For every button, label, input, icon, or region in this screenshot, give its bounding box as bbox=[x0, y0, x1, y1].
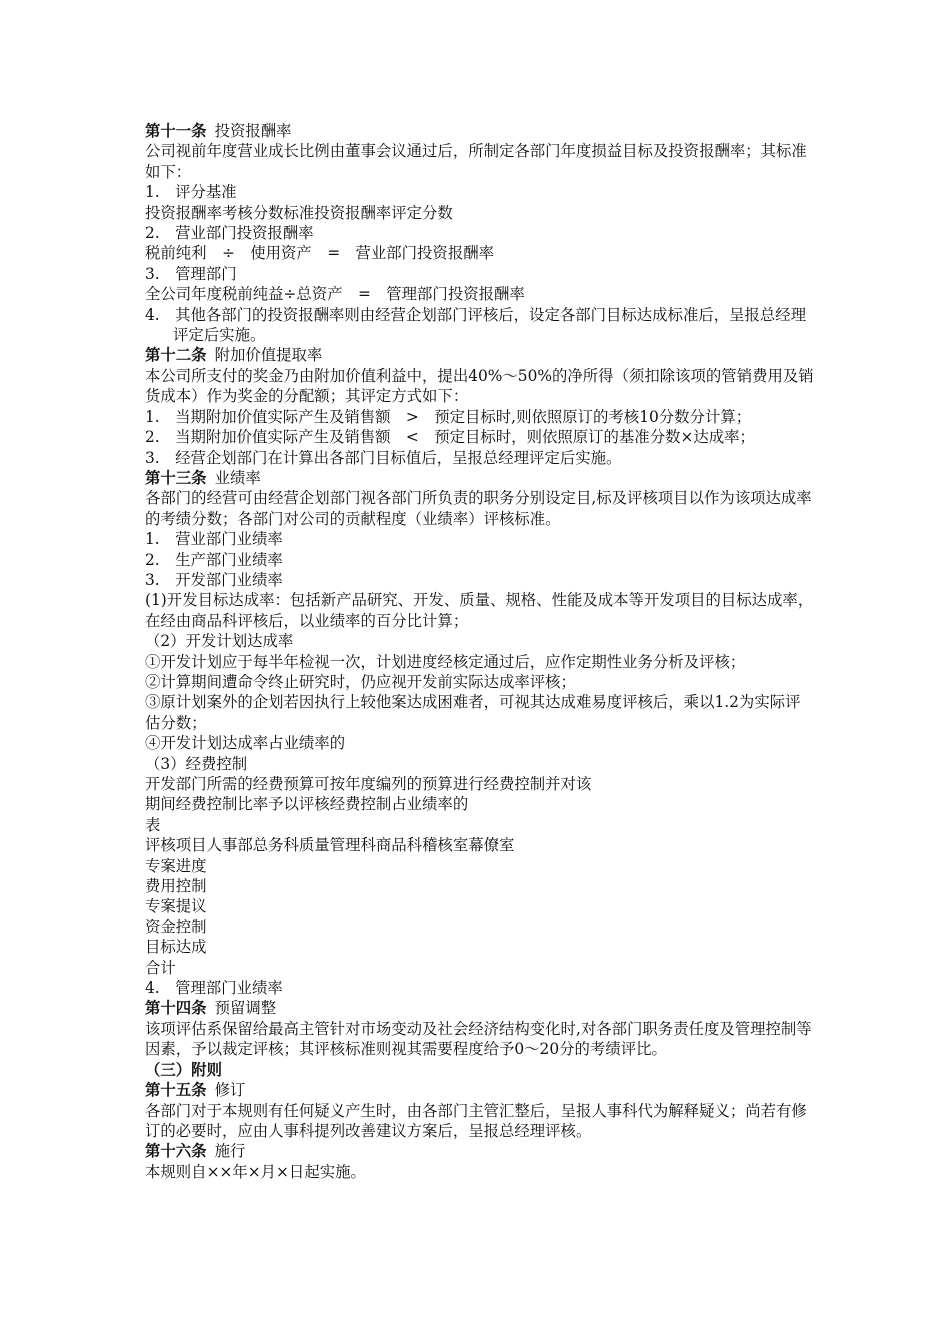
table-row: 合计 bbox=[145, 958, 176, 977]
article-14-number: 第十四条 bbox=[145, 999, 207, 1018]
article-11-title: 投资报酬率 bbox=[214, 122, 292, 140]
article-12-intro: 本公司所支付的奖金乃由附加价值利益中，提出40%～50%的净所得（须扣除该项的管销费用及销货成本）作为奖金的分配额；其评定方式如下： bbox=[145, 366, 814, 406]
article-13-clause-1: ①开发计划应于每半年检视一次，计划进度经核定通过后，应作定期性业务分析及评核； bbox=[145, 652, 746, 671]
table-row: 专案进度 bbox=[145, 856, 207, 875]
article-13-sub-3-line-1: 开发部门所需的经费预算可按年度编列的预算进行经费控制并对该 bbox=[145, 775, 592, 793]
section-3-title: （三）附则 bbox=[145, 1060, 222, 1079]
article-11-item-3: 3. 管理部门 bbox=[145, 264, 237, 283]
article-11-item-1: 1. 评分基准 bbox=[145, 183, 237, 202]
table-row: 资金控制 bbox=[145, 917, 207, 936]
article-11-number: 第十一条 bbox=[145, 122, 207, 140]
article-13-clause-2: ②计算期间遭命令终止研究时，仍应视开发前实际达成率评核； bbox=[145, 672, 576, 691]
article-15-heading bbox=[145, 1080, 815, 1100]
table-row: 目标达成 bbox=[145, 938, 207, 957]
article-12-item-1: 1. 当期附加价值实际产生及销售额 > 预定目标时,则依照原订的考核10分数分计算； bbox=[145, 407, 752, 426]
article-16-number: 第十六条 bbox=[145, 1142, 207, 1161]
table-row: 费用控制 bbox=[145, 877, 207, 896]
article-12-title: 附加价值提取率 bbox=[214, 346, 323, 365]
article-12-heading bbox=[145, 345, 815, 365]
article-13-item-4: 4. 管理部门业绩率 bbox=[145, 979, 283, 998]
article-12-item-3: 3. 经营企划部门在计算出各部门目标值后，呈报总经理评定后实施。 bbox=[145, 448, 622, 467]
article-13-clause-3: ③原计划案外的企划若因执行上较他案达成困难者，可视其达成难易度评核后，乘以1.2为实际评估分数； bbox=[145, 693, 801, 732]
article-11-item-1-text: 投资报酬率考核分数标准投资报酬率评定分数 bbox=[145, 203, 453, 222]
article-13-sub-3-line-2: 期间经费控制比率予以评核经费控制占业绩率的 bbox=[145, 795, 469, 814]
article-13-sub-1: (1)开发目标达成率：包括新产品研究、开发、质量、规格、性能及成本等开发项目的目标达成率，在经由商品科评核后，以业绩率的百分比计算； bbox=[145, 591, 814, 630]
article-11-heading bbox=[145, 121, 815, 141]
article-13-item-3: 3. 开发部门业绩率 bbox=[145, 570, 283, 589]
article-12-item-2: 2. 当期附加价值实际产生及销售额 < 预定目标时，则依照原订的基准分数×达成率； bbox=[145, 428, 755, 447]
article-13-clause-4: ④开发计划达成率占业绩率的 bbox=[145, 734, 346, 753]
article-13-number: 第十三条 bbox=[145, 468, 207, 487]
article-13-item-1: 1. 营业部门业绩率 bbox=[145, 530, 283, 549]
article-14-title: 预留调整 bbox=[214, 999, 277, 1018]
article-13-heading bbox=[145, 468, 815, 488]
article-11-intro: 公司视前年度营业成长比例由董事会议通过后，所制定各部门年度损益目标及投资报酬率；其标准如下： bbox=[145, 142, 807, 181]
article-11-item-2: 2. 营业部门投资报酬率 bbox=[145, 224, 314, 243]
article-11-item-3-text: 全公司年度税前纯益÷总资产 = 管理部门投资报酬率 bbox=[145, 285, 525, 304]
article-16-title: 施行 bbox=[214, 1142, 246, 1161]
article-16-heading bbox=[145, 1141, 815, 1161]
article-13-item-2: 2. 生产部门业绩率 bbox=[145, 550, 283, 569]
table-header: 评核项目人事部总务科质量管理科商品科稽核室幕僚室 bbox=[145, 836, 515, 855]
article-15-title: 修订 bbox=[214, 1081, 246, 1100]
article-15-number: 第十五条 bbox=[145, 1081, 207, 1100]
article-11-item-4: 4. 其他各部门的投资报酬率则由经营企划部门评核后，设定各部门目标达成标准后，呈报总经理评定后实施。 bbox=[145, 305, 807, 345]
document-body bbox=[145, 121, 815, 1182]
article-16-text: 本规则自××年×月×日起实施。 bbox=[145, 1162, 366, 1181]
article-13-title: 业绩率 bbox=[214, 468, 261, 487]
article-15-text: 各部门对于本规则有任何疑义产生时，由各部门主管汇整后，呈报人事科代为解释疑义；尚若有修订的必要时，应由人事科提列改善建议方案后，呈报总经理评核。 bbox=[145, 1101, 807, 1140]
table-row: 专案提议 bbox=[145, 897, 207, 916]
table-label: 表 bbox=[145, 815, 161, 834]
article-12-number: 第十二条 bbox=[145, 346, 207, 365]
article-11-item-2-text: 税前纯利 ÷ 使用资产 = 营业部门投资报酬率 bbox=[145, 244, 494, 263]
article-13-intro: 各部门的经营可由经营企划部门视各部门所负责的职务分别设定目,标及评核项目以作为该项达成率的考绩分数；各部门对公司的贡献程度（业绩率）评核标准。 bbox=[145, 489, 812, 528]
article-14-heading bbox=[145, 998, 815, 1018]
article-13-sub-3: （3）经费控制 bbox=[145, 754, 248, 773]
article-14-text: 该项评估系保留给最高主管针对市场变动及社会经济结构变化时,对各部门职务责任度及管理控制等因素，予以裁定评核；其评核标准则视其需要程度给予0～20分的考绩评比。 bbox=[145, 1019, 812, 1059]
article-13-sub-2: （2）开发计划达成率 bbox=[145, 632, 294, 651]
